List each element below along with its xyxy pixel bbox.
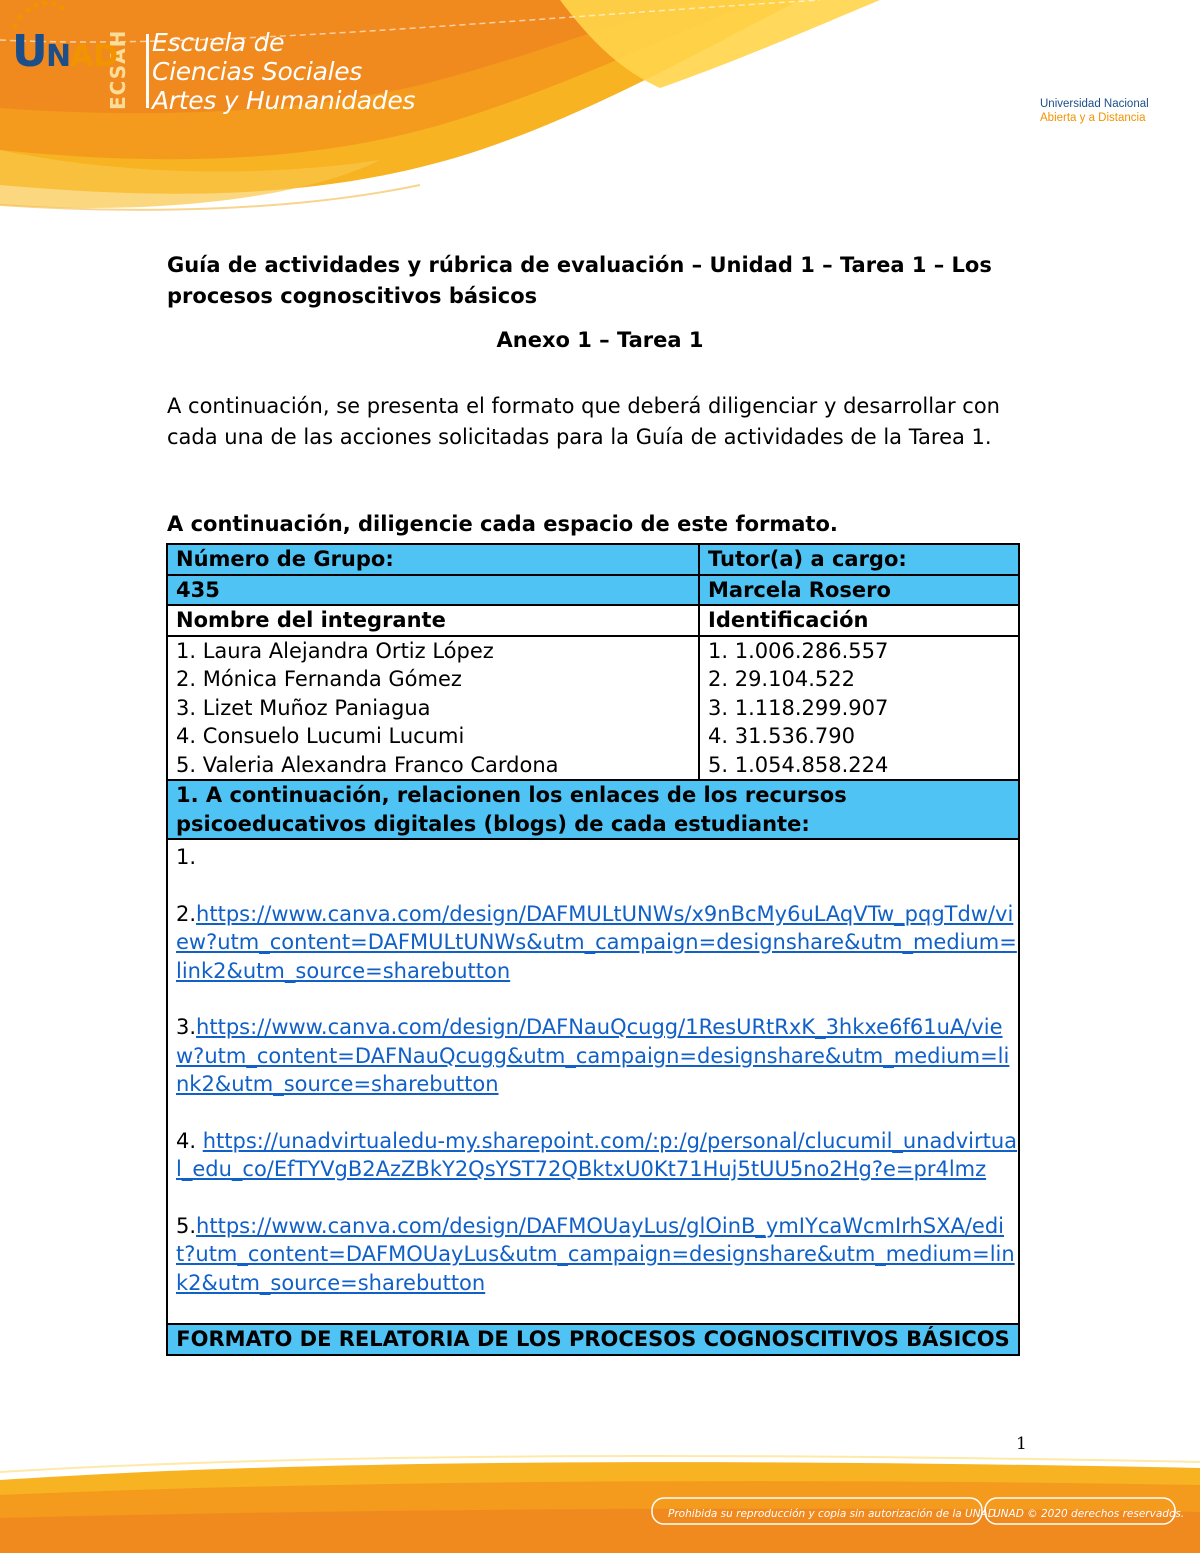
footer-wave-graphic: [0, 1440, 1200, 1553]
page-number: 1: [1016, 1434, 1027, 1454]
table-row: [167, 1324, 1019, 1355]
link-prefix: 5.: [176, 1213, 197, 1238]
table-row: [167, 839, 1019, 1324]
blog-link[interactable]: https://www.canva.com/design/DAFMOUayLus/glOinB_ymIYcaWcmIrhSXA/edit?utm_content=DAFMOUayLus&utm_campaign=designshare&utm_medium=link2&utm_source=sharebutton: [176, 1213, 1015, 1295]
tutor-label: Tutor(a) a cargo:: [699, 544, 1019, 575]
link-prefix: 3.: [176, 1015, 197, 1039]
group-value: 435: [167, 575, 699, 606]
logo-subtitle-2: Abierta y a Distancia: [1040, 112, 1146, 124]
page-footer: [0, 1440, 1200, 1553]
member-name: 5. Valeria Alexandra Franco Cardona: [176, 752, 559, 777]
members-ids-cell: [699, 636, 1019, 781]
member-id: 4. 31.536.790: [708, 724, 855, 748]
section1-header: 1. A continuación, relacionen los enlaces de los recursos psicoeducativos digitales (blogs) de cada estudiante:: [167, 780, 1019, 839]
footer-notice: Prohibida su reproducción y copia sin autorización de la UNAD.: [668, 1508, 1000, 1520]
table-row: [167, 575, 1019, 606]
school-side-label: ECSAH: [106, 29, 130, 110]
school-name: [152, 28, 415, 115]
member-name: 2. Mónica Fernanda Gómez: [176, 667, 462, 691]
name-header: Nombre del integrante: [167, 605, 699, 636]
link-item: [176, 843, 1018, 872]
member-id: 1. 1.006.286.557: [708, 638, 889, 663]
table-row: [167, 544, 1019, 575]
link-item: [176, 1013, 1018, 1099]
table-row: [167, 780, 1019, 839]
member-name: 3. Lizet Muñoz Paniagua: [176, 695, 431, 720]
school-line: Ciencias Sociales: [152, 57, 363, 86]
blog-link[interactable]: https://unadvirtualedu-my.sharepoint.com/:p:/g/personal/clucumil_unadvirtual_edu_co/EfTYVgB2AzZBkY2QsYST72QBktxU0Kt71Huj5tUU5no2Hg?e=pr4lmz: [176, 1128, 1018, 1181]
link-prefix: 2.: [176, 901, 197, 926]
links-cell: [167, 839, 1019, 1324]
blog-link[interactable]: https://www.canva.com/design/DAFMULtUNWs/x9nBcMy6uLAqVTw_pqgTdw/view?utm_content=DAFMULtUNWs&utm_campaign=designshare&utm_medium=link2&utm_source=sharebutton: [176, 901, 1017, 983]
school-line: Artes y Humanidades: [152, 86, 416, 115]
svg-text:U: U: [12, 26, 48, 77]
document-title: Guía de actividades y rúbrica de evaluación – Unidad 1 – Tarea 1 – Los procesos cognoscitivos básicos: [167, 253, 992, 308]
link-item: [176, 1212, 1018, 1298]
link-prefix: 1.: [176, 845, 197, 869]
unad-logo: [0, 0, 140, 100]
members-names-cell: [167, 636, 699, 781]
format-table: [166, 543, 1020, 1356]
annex-heading: Anexo 1 – Tarea 1: [496, 328, 704, 352]
svg-text:N: N: [46, 39, 72, 74]
blog-link[interactable]: https://www.canva.com/design/DAFNauQcugg/1ResURtRxK_3hkxe6f61uA/view?utm_content=DAFNauQcugg&utm_campaign=designshare&utm_medium=link2&utm_source=sharebutton: [176, 1015, 1010, 1096]
school-line: Escuela de: [152, 28, 285, 57]
member-id: 5. 1.054.858.224: [708, 752, 889, 777]
page-header: [0, 0, 1200, 230]
link-item: [176, 900, 1018, 986]
member-name: 4. Consuelo Lucumi Lucumi: [176, 724, 465, 748]
intro-paragraph: A continuación, se presenta el formato que deberá diligenciar y desarrollar con cada una de las acciones solicitadas para la Guía de actividades de la Tarea 1.: [167, 394, 1000, 449]
instruction-text: A continuación, diligencie cada espacio de este formato.: [167, 512, 838, 536]
tutor-value: Marcela Rosero: [699, 575, 1019, 606]
table-row: [167, 636, 1019, 781]
table-row: [167, 605, 1019, 636]
id-header: Identificación: [699, 605, 1019, 636]
link-prefix: 4.: [176, 1128, 203, 1153]
svg-text:AD: AD: [70, 39, 119, 74]
group-label: Número de Grupo:: [167, 544, 699, 575]
relatoria-header: FORMATO DE RELATORIA DE LOS PROCESOS COGNOSCITIVOS BÁSICOS: [167, 1324, 1019, 1355]
member-id: 2. 29.104.522: [708, 667, 855, 691]
logo-subtitle-1: Universidad Nacional: [1040, 98, 1149, 110]
footer-copyright: UNAD © 2020 derechos reservados.: [993, 1508, 1185, 1520]
school-divider: [146, 34, 149, 108]
link-item: [176, 1127, 1018, 1184]
member-name: 1. Laura Alejandra Ortiz López: [176, 638, 494, 663]
member-id: 3. 1.118.299.907: [708, 695, 889, 720]
